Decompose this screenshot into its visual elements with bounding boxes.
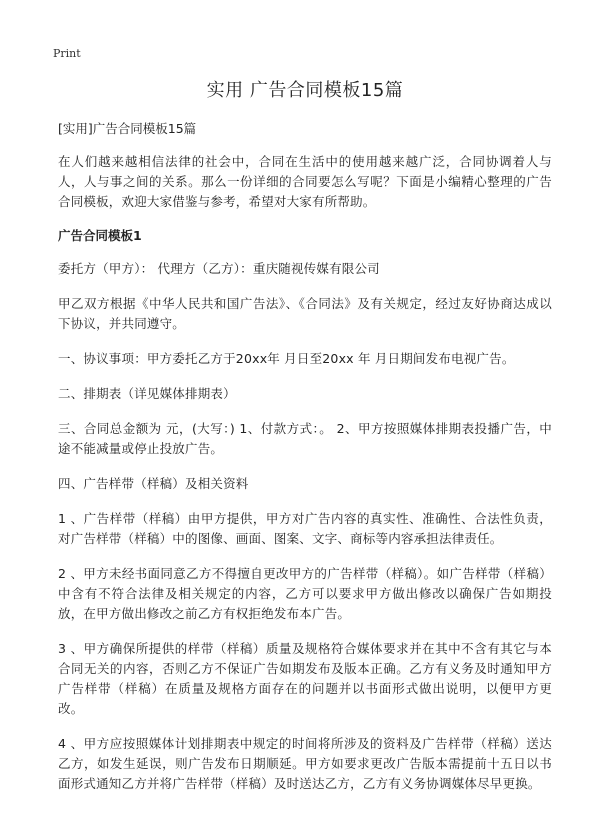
paragraph-clause-2: 二、排期表（详见媒体排期表）: [58, 386, 236, 401]
paragraph-clause-3: 三、合同总金额为 元，(大写：) 1、付款方式：。 2、甲方按照媒体排期表投播广告，中途不能减量或停止投放广告。: [58, 421, 552, 456]
document-title: 实用 广告合同模板15篇: [206, 80, 404, 101]
document-subtitle: [实用]广告合同模板15篇: [58, 121, 197, 136]
document-body: [58, 78, 552, 809]
paragraph-clause-4: 四、广告样带（样稿）及相关资料: [58, 476, 249, 491]
intro-paragraph: 在人们越来越相信法律的社会中，合同在生活中的使用越来越广泛，合同协调着人与人，人与事之间的关系。那么一份详细的合同要怎么写呢？下面是小编精心整理的广告合同模板，欢迎大家借鉴与参考，希望对大家有所帮助。: [58, 154, 552, 209]
paragraph-item-1: 1 、广告样带（样稿）由甲方提供，甲方对广告内容的真实性、准确性、合法性负责，对广告样带（样稿）中的图像、画面、图案、文字、商标等内容承担法律责任。: [58, 511, 552, 546]
paragraph-parties: 委托方（甲方）： 代理方（乙方）：重庆随视传媒有限公司: [58, 261, 380, 276]
paragraph-item-2: 2 、甲方未经书面同意乙方不得擅自更改甲方的广告样带（样稿）。如广告样带（样稿）中含有不符合法律及相关规定的内容，乙方可以要求甲方做出修改以确保广告如期投放，在甲方做出修改之前乙方有权拒绝发布本广告。: [58, 566, 552, 621]
paragraph-clause-1: 一、协议事项：甲方委托乙方于20xx年 月日至20xx 年 月日期间发布电视广告。: [58, 351, 515, 366]
section-heading: 广告合同模板1: [58, 228, 142, 243]
paragraph-item-3: 3 、甲方确保所提供的样带（样稿）质量及规格符合媒体要求并在其中不含有其它与本合同无关的内容，否则乙方不保证广告如期发布及版本正确。乙方有义务及时通知甲方广告样带（样稿）在质量及规格方面存在的问题并以书面形式做出说明，以便甲方更改。: [58, 641, 552, 716]
paragraph-agreement-basis: 甲乙双方根据《中华人民共和国广告法》、《合同法》及有关规定，经过友好协商达成以下协议，并共同遵守。: [58, 296, 552, 331]
paragraph-item-4: 4 、甲方应按照媒体计划排期表中规定的时间将所涉及的资料及广告样带（样稿）送达乙方，如发生延误，则广告发布日期顺延。甲方如要求更改广告版本需提前十五日以书面形式通知乙方并将广告样带（样稿）及时送达乙方，乙方有义务协调媒体尽早更换。: [58, 736, 552, 791]
print-link[interactable]: Print: [53, 47, 81, 60]
